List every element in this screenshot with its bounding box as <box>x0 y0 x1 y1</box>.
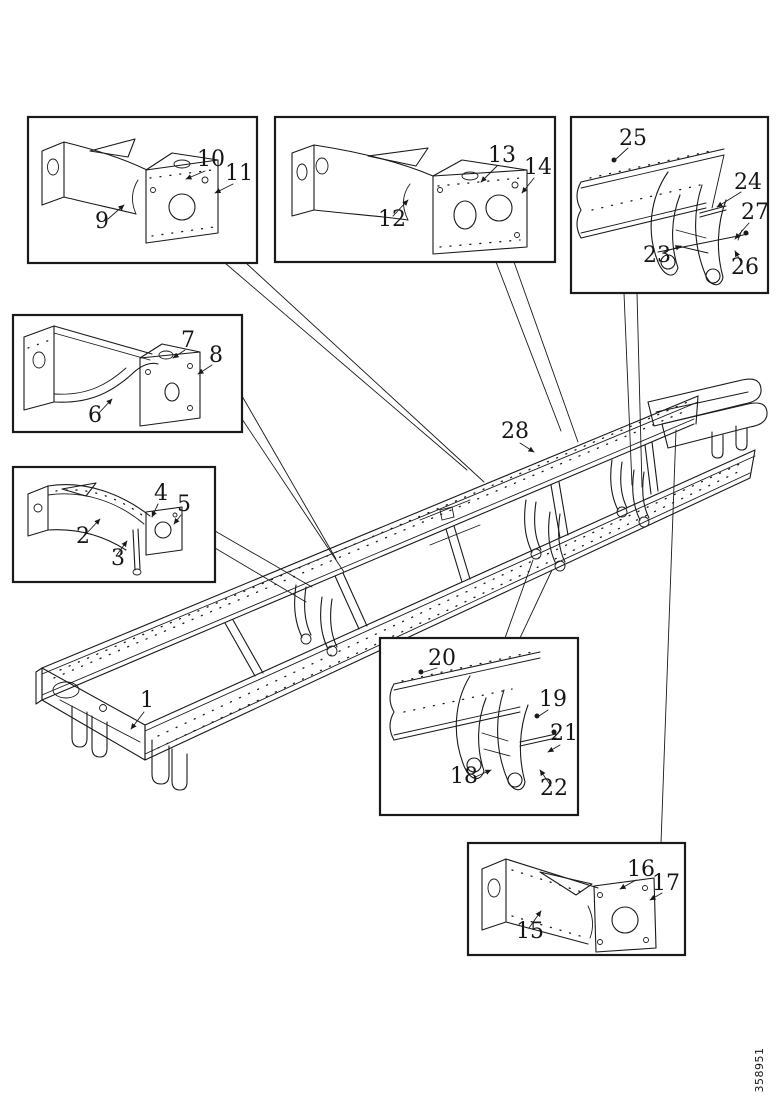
leader-label-1 <box>131 712 144 729</box>
detail-box-23-27 <box>571 117 769 293</box>
part-label-28: 28 <box>501 419 529 444</box>
part-label-16: 16 <box>627 857 655 882</box>
part-label-23: 23 <box>643 243 671 268</box>
part-label-22: 22 <box>540 776 568 801</box>
detail-box-border <box>275 117 555 262</box>
part-label-7: 7 <box>181 328 195 353</box>
leader-label-28 <box>520 443 534 452</box>
part-label-2: 2 <box>76 524 90 549</box>
rear-crossmember <box>648 379 767 458</box>
part-label-1: 1 <box>140 688 154 713</box>
part-label-8: 8 <box>209 343 223 368</box>
part-label-6: 6 <box>88 403 102 428</box>
detail-box-9-10-11 <box>28 117 257 263</box>
part-label-18: 18 <box>450 764 478 789</box>
part-label-17: 17 <box>652 871 680 896</box>
front-crossmember-face <box>42 668 145 760</box>
part-label-10: 10 <box>197 147 225 172</box>
part-label-12: 12 <box>378 207 406 232</box>
part-label-13: 13 <box>488 143 516 168</box>
part-label-3: 3 <box>111 546 125 571</box>
detail-box-2-5 <box>13 467 215 582</box>
detail-box-6-7-8 <box>13 315 242 432</box>
part-label-11: 11 <box>225 161 253 186</box>
part-label-24: 24 <box>734 170 762 195</box>
figure-id: 358951 <box>753 1047 766 1093</box>
part-label-26: 26 <box>731 255 759 280</box>
part-label-9: 9 <box>95 209 109 234</box>
detail-box-18-22 <box>380 638 578 815</box>
detail-box-12-13-14 <box>275 117 555 262</box>
part-label-21: 21 <box>550 721 578 746</box>
part-label-4: 4 <box>154 481 168 506</box>
detail-box-border <box>28 117 257 263</box>
part-label-15: 15 <box>516 919 544 944</box>
part-label-27: 27 <box>741 200 769 225</box>
detail-box-border <box>13 315 242 432</box>
part-label-20: 20 <box>428 646 456 671</box>
part-label-14: 14 <box>524 155 552 180</box>
part-label-19: 19 <box>539 687 567 712</box>
part-label-25: 25 <box>619 126 647 151</box>
part-label-5: 5 <box>177 492 191 517</box>
detail-box-15-16-17 <box>468 843 685 955</box>
